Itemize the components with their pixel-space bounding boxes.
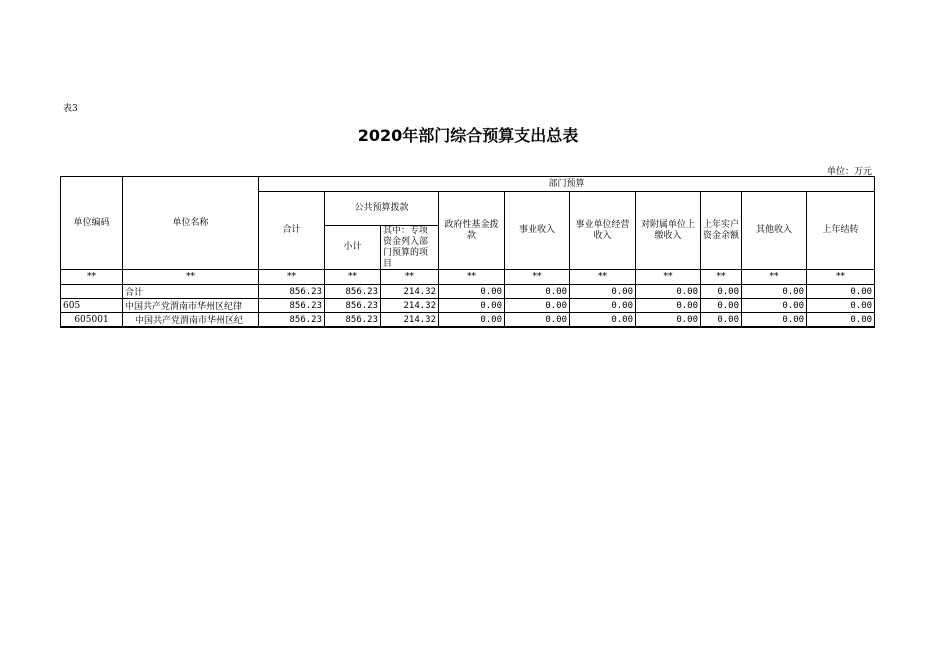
cell-business-income: 0.00 xyxy=(505,299,570,313)
star-cell: ** xyxy=(505,270,570,285)
header-special xyxy=(381,226,439,270)
unit-label: 单位：万元 xyxy=(826,167,872,177)
header-other-income: 其他收入 xyxy=(742,192,807,270)
header-total: 合计 xyxy=(259,192,325,270)
cell-special: 214.32 xyxy=(381,285,439,299)
header-dept-budget: 部门预算 xyxy=(259,177,875,192)
star-cell: ** xyxy=(742,270,807,285)
cell-prev-year-balance: 0.00 xyxy=(701,299,742,313)
cell-code xyxy=(61,285,123,299)
header-unit-name: 单位名称 xyxy=(123,177,259,270)
header-subtotal: 小计 xyxy=(325,226,381,270)
cell-total: 856.23 xyxy=(259,299,325,313)
cell-total: 856.23 xyxy=(259,285,325,299)
cell-other-income: 0.00 xyxy=(742,299,807,313)
cell-other-income: 0.00 xyxy=(742,285,807,299)
cell-special: 214.32 xyxy=(381,299,439,313)
cell-gov-fund: 0.00 xyxy=(439,299,505,313)
header-prev-year-balance: 上年实户资金余额 xyxy=(701,192,742,270)
header-unit-code: 单位编码 xyxy=(61,177,123,270)
cell-business-operating: 0.00 xyxy=(570,313,636,328)
cell-business-operating: 0.00 xyxy=(570,285,636,299)
star-cell: ** xyxy=(636,270,701,285)
star-cell: ** xyxy=(570,270,636,285)
cell-other-income: 0.00 xyxy=(742,313,807,328)
star-cell: ** xyxy=(381,270,439,285)
cell-business-income: 0.00 xyxy=(505,313,570,328)
cell-subtotal: 856.23 xyxy=(325,313,381,328)
star-cell: ** xyxy=(807,270,875,285)
cell-carryover: 0.00 xyxy=(807,285,875,299)
cell-name: 中国共产党渭南市华州区纪律 xyxy=(123,299,259,313)
cell-carryover: 0.00 xyxy=(807,313,875,328)
cell-gov-fund: 0.00 xyxy=(439,285,505,299)
cell-gov-fund: 0.00 xyxy=(439,313,505,328)
budget-table xyxy=(60,176,875,328)
table-row xyxy=(61,285,875,299)
cell-name: 合计 xyxy=(123,285,259,299)
sheet-label: 表3 xyxy=(63,104,78,114)
cell-prev-year-balance: 0.00 xyxy=(701,313,742,328)
page-title: 2020年部门综合预算支出总表 xyxy=(357,126,579,145)
header-gov-fund: 政府性基金拨款 xyxy=(439,192,505,270)
cell-prev-year-balance: 0.00 xyxy=(701,285,742,299)
table-row xyxy=(61,299,875,313)
cell-business-income: 0.00 xyxy=(505,285,570,299)
header-carryover: 上年结转 xyxy=(807,192,875,270)
header-affiliated: 对附属单位上缴收入 xyxy=(636,192,701,270)
star-cell: ** xyxy=(61,270,123,285)
cell-code: 605001 xyxy=(61,313,123,328)
star-cell: ** xyxy=(325,270,381,285)
header-special-text: 其中：专项资金列入部门预算的项目 xyxy=(383,226,429,268)
cell-affiliated: 0.00 xyxy=(636,299,701,313)
header-business-income: 事业收入 xyxy=(505,192,570,270)
cell-carryover: 0.00 xyxy=(807,299,875,313)
header-business-operating: 事业单位经营收入 xyxy=(570,192,636,270)
cell-affiliated: 0.00 xyxy=(636,285,701,299)
cell-total: 856.23 xyxy=(259,313,325,328)
cell-subtotal: 856.23 xyxy=(325,299,381,313)
cell-subtotal: 856.23 xyxy=(325,285,381,299)
cell-name: 中国共产党渭南市华州区纪 xyxy=(123,313,259,328)
star-cell: ** xyxy=(439,270,505,285)
table-row xyxy=(61,313,875,328)
star-cell: ** xyxy=(123,270,259,285)
cell-code: 605 xyxy=(61,299,123,313)
star-cell: ** xyxy=(259,270,325,285)
cell-business-operating: 0.00 xyxy=(570,299,636,313)
cell-special: 214.32 xyxy=(381,313,439,328)
star-cell: ** xyxy=(701,270,742,285)
header-public-budget: 公共预算拨款 xyxy=(325,192,439,226)
cell-affiliated: 0.00 xyxy=(636,313,701,328)
star-row xyxy=(61,270,875,285)
